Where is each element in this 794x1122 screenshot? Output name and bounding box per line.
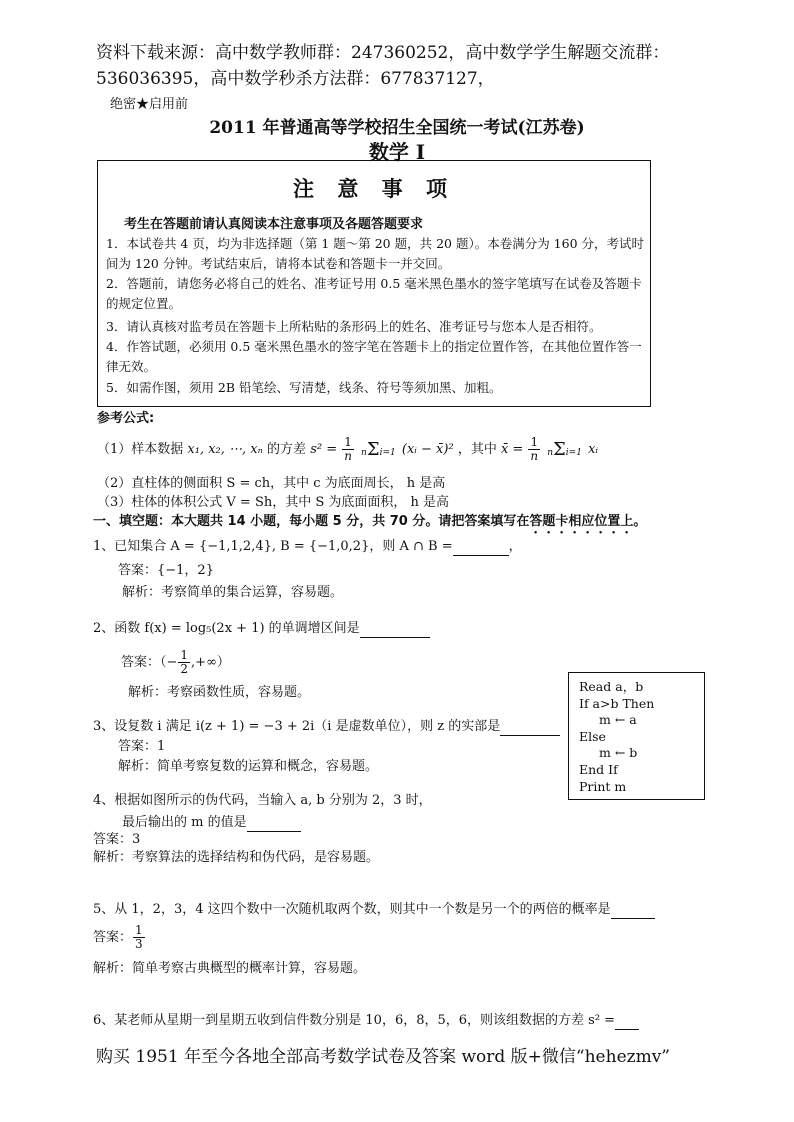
formula-2: （2）直柱体的侧面积 S = ch，其中 c 为底面周长， h 是高: [97, 476, 446, 491]
formula-1-term: (xᵢ − x̄)²: [401, 442, 454, 457]
section-1-heading: 一、填空题：本大题共 14 小题，每小题 5 分，共 70 分。请把答案填写在答题卡相应位置上。: [93, 514, 647, 529]
code-line-3: m ← a: [599, 712, 637, 728]
question-3-answer: 答案：1: [118, 739, 166, 754]
question-4-line-2: 最后输出的 m 的值是: [122, 814, 301, 832]
code-line-4: Else: [579, 728, 606, 744]
question-1: 1、已知集合 A = {−1,1,2,4}, B = {−1,0,2}，则 A ∩ B = ，: [93, 539, 522, 554]
formula-1-sum: nΣi=1: [361, 438, 396, 460]
header-line-1: 资料下载来源：高中数学教师群：247360252，高中数学学生解题交流群：: [96, 43, 670, 63]
question-3: 3、设复数 i 满足 i(z + 1) = −3 + 2i（i 是虚数单位），则 z 的实部是: [93, 718, 560, 736]
notice-title: 注 意 事 项: [293, 177, 455, 201]
notice-item-1: 1．本试卷共 4 页，均为非选择题（第 1 题～第 20 题，共 20 题）。本卷满分为 160 分，考试时间为 120 分钟。考试结束后，请将本试卷和答题卡一并交回。: [106, 236, 645, 271]
question-1-analysis: 解析：考察简单的集合运算，容易题。: [122, 585, 344, 600]
notice-box: [97, 160, 651, 407]
formulas-label: 参考公式:: [97, 411, 155, 426]
formula-1-frac: $\frac{1}{n}$: [344, 435, 352, 463]
formula-1-mid: 的方差: [267, 442, 307, 457]
question-4: 4、根据如图所示的伪代码，当输入 a, b 分别为 2，3 时，: [93, 793, 432, 808]
formula-1-sum-2: nΣi=1: [547, 438, 582, 460]
formula-1-s2: s² =: [310, 442, 338, 457]
question-2: 2、函数 f(x) = log₅(2x + 1) 的单调增区间是: [93, 620, 430, 638]
pseudocode-box: [568, 672, 705, 800]
code-line-5: m ← b: [599, 745, 638, 761]
formula-3: （3）柱体的体积公式 V = Sh，其中 S 为底面面积， h 是高: [97, 495, 450, 510]
question-3-analysis: 解析：简单考察复数的运算和概念，容易题。: [118, 759, 379, 774]
question-2-analysis: 解析：考察函数性质，容易题。: [128, 685, 311, 700]
formula-1-prefix: （1）样本数据: [97, 442, 184, 457]
formula-1-vars: x₁, x₂, ⋯, xₙ: [187, 442, 263, 457]
question-5-answer: 答案： $\frac{1}{3}$: [93, 923, 143, 951]
exam-title: 2011 年普通高等学校招生全国统一考试(江苏卷): [209, 118, 585, 138]
formula-1-frac-2: $\frac{1}{n}$: [530, 435, 539, 463]
formula-1: [97, 432, 598, 468]
question-5-analysis: 解析：简单考察古典概型的概率计算，容易题。: [93, 961, 367, 976]
question-6: 6、某老师从星期一到星期五收到信件数分别是 10，6，8，5，6，则该组数据的方差 s² =: [93, 1012, 639, 1030]
notice-item-4: 4．作答试题，必须用 0.5 毫米黑色墨水的签字笔在答题卡上的指定位置作答，在其他位置作答一律无效。: [106, 339, 642, 374]
code-line-6: End If: [579, 761, 618, 777]
notice-item-3: 3．请认真核对监考员在答题卡上所粘贴的条形码上的姓名、准考证号与您本人是否相符。: [106, 319, 602, 334]
formula-1-xbar: x̄ =: [500, 442, 524, 457]
question-4-answer: 答案：3: [93, 832, 141, 847]
question-2-answer: 答案：（− $\frac{1}{2}$ ,+∞）: [121, 648, 230, 676]
code-line-2: If a>b Then: [579, 695, 655, 711]
notice-item-2: 2．答题前，请您务必将自己的姓名、准考证号用 0.5 毫米黑色墨水的签字笔填写在试卷及答题卡的规定位置。: [106, 276, 642, 311]
formula-1-sep: ，其中: [457, 442, 497, 457]
code-line-7: Print m: [579, 778, 627, 794]
header-line-2: 536036395，高中数学秒杀方法群：677837127，: [96, 69, 495, 89]
question-5: 5、从 1，2，3，4 这四个数中一次随机取两个数，则其中一个数是另一个的两倍的概率是: [93, 901, 655, 919]
footer: 购买 1951 年至今各地全部高考数学试卷及答案 word 版+微信“hehezmv”: [96, 1047, 670, 1067]
question-4-analysis: 解析：考察算法的选择结构和伪代码，是容易题。: [93, 850, 380, 865]
exam-subtitle: 数学 I: [368, 140, 426, 164]
secret-label: 绝密★启用前: [110, 97, 189, 112]
formula-1-term-2: xᵢ: [588, 442, 599, 457]
notice-item-5: 5．如需作图，须用 2B 铅笔绘、写清楚，线条、符号等须加黑、加粗。: [106, 380, 502, 395]
code-line-1: Read a，b: [579, 679, 644, 694]
notice-subtitle: 考生在答题前请认真阅读本注意事项及各题答题要求: [124, 217, 424, 232]
question-1-answer: 答案：{−1，2}: [118, 563, 214, 578]
